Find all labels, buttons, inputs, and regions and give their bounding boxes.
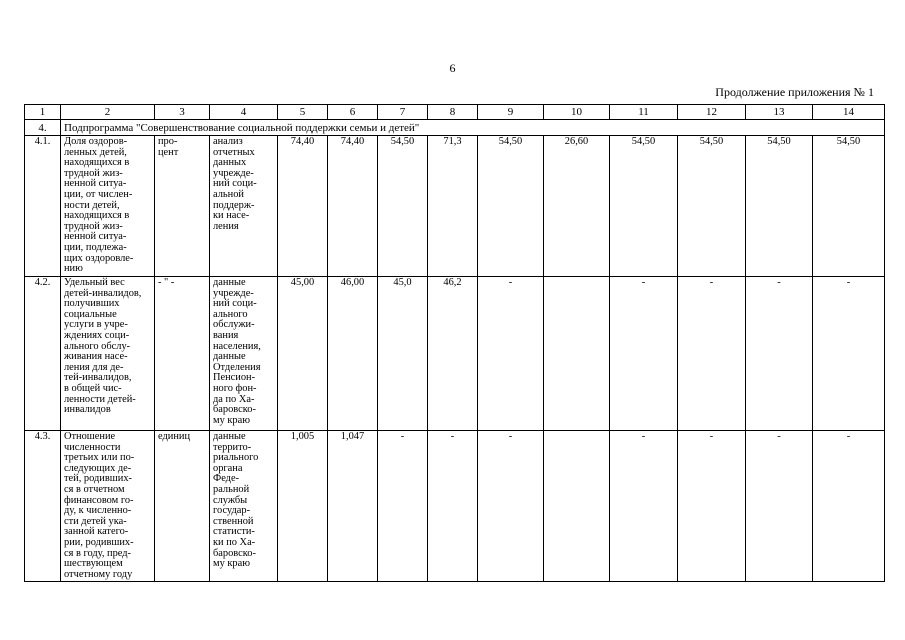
value-cell: 1,047 xyxy=(328,431,378,582)
value-cell: 54,50 xyxy=(610,136,678,277)
indicator-name-cell: Удельный вес детей-инвалидов, получивших социальные услуги в учре- ждениях соци- ального обслу- живания насе- ления для де- тей-инвалидов, в общей чис- ленности детей- инвалидов xyxy=(61,277,155,431)
subprogram-number: 4. xyxy=(25,120,61,136)
table-row xyxy=(25,136,885,277)
column-header: 14 xyxy=(813,105,885,120)
value-cell: 54,50 xyxy=(813,136,885,277)
subprogram-title: Подпрограмма "Совершенствование социальной поддержки семьи и детей" xyxy=(61,120,885,136)
data-source-cell: данные террито- риального органа Феде- ральной службы государ- ственной статисти- ки по Ха- баровско- му краю xyxy=(210,431,278,582)
table-header-row xyxy=(25,105,885,120)
unit-cell: - " - xyxy=(155,277,210,431)
column-header: 1 xyxy=(25,105,61,120)
value-cell xyxy=(544,431,610,582)
row-number-cell: 4.1. xyxy=(25,136,61,277)
value-cell: 54,50 xyxy=(746,136,813,277)
value-cell: 71,3 xyxy=(428,136,478,277)
value-cell: 46,00 xyxy=(328,277,378,431)
data-source-cell: данные учрежде- ний соци- ального обслужи- вания населения, данные Отделения Пенсион- ного фон- да по Ха- баровско- му краю xyxy=(210,277,278,431)
column-header: 3 xyxy=(155,105,210,120)
value-cell: 46,2 xyxy=(428,277,478,431)
value-cell: 54,50 xyxy=(478,136,544,277)
value-cell: - xyxy=(610,431,678,582)
value-cell: - xyxy=(378,431,428,582)
value-cell: 45,0 xyxy=(378,277,428,431)
value-cell: 26,60 xyxy=(544,136,610,277)
value-cell: - xyxy=(678,431,746,582)
value-cell: - xyxy=(610,277,678,431)
column-header: 2 xyxy=(61,105,155,120)
column-header: 5 xyxy=(278,105,328,120)
subprogram-row xyxy=(25,120,885,136)
table-row xyxy=(25,431,885,582)
column-header: 7 xyxy=(378,105,428,120)
row-number-cell: 4.2. xyxy=(25,277,61,431)
value-cell: 45,00 xyxy=(278,277,328,431)
column-header: 8 xyxy=(428,105,478,120)
value-cell: 54,50 xyxy=(378,136,428,277)
table-row xyxy=(25,277,885,431)
page-number: 6 xyxy=(449,61,456,75)
value-cell: 1,005 xyxy=(278,431,328,582)
value-cell: - xyxy=(813,431,885,582)
unit-cell: про- цент xyxy=(155,136,210,277)
value-cell: 74,40 xyxy=(278,136,328,277)
value-cell: - xyxy=(478,277,544,431)
value-cell: - xyxy=(813,277,885,431)
indicators-table xyxy=(24,104,885,582)
column-header: 6 xyxy=(328,105,378,120)
value-cell: - xyxy=(746,277,813,431)
value-cell: 74,40 xyxy=(328,136,378,277)
column-header: 10 xyxy=(544,105,610,120)
data-source-cell: анализ отчетных данных учрежде- ний соци- альной поддерж- ки насе- ления xyxy=(210,136,278,277)
column-header: 9 xyxy=(478,105,544,120)
column-header: 11 xyxy=(610,105,678,120)
indicator-name-cell: Отношение численности третьих или по- следующих де- тей, родивших- ся в отчетном финансовом го- ду, к численно- сти детей ука- занной катего- рии, родивших- ся в году, пред- шествующем отчетному году xyxy=(61,431,155,582)
value-cell xyxy=(544,277,610,431)
value-cell: - xyxy=(746,431,813,582)
value-cell: - xyxy=(428,431,478,582)
column-header: 4 xyxy=(210,105,278,120)
value-cell: - xyxy=(478,431,544,582)
value-cell: - xyxy=(678,277,746,431)
unit-cell: единиц xyxy=(155,431,210,582)
value-cell: 54,50 xyxy=(678,136,746,277)
row-number-cell: 4.3. xyxy=(25,431,61,582)
column-header: 12 xyxy=(678,105,746,120)
column-header: 13 xyxy=(746,105,813,120)
appendix-continuation-label: Продолжение приложения № 1 xyxy=(715,85,874,99)
indicator-name-cell: Доля оздоров- ленных детей, находящихся в трудной жиз- ненной ситуа- ции, от числен- ности детей, находящихся в трудной жиз- ненной ситуа- ции, подлежа- щих оздоровле- нию xyxy=(61,136,155,277)
